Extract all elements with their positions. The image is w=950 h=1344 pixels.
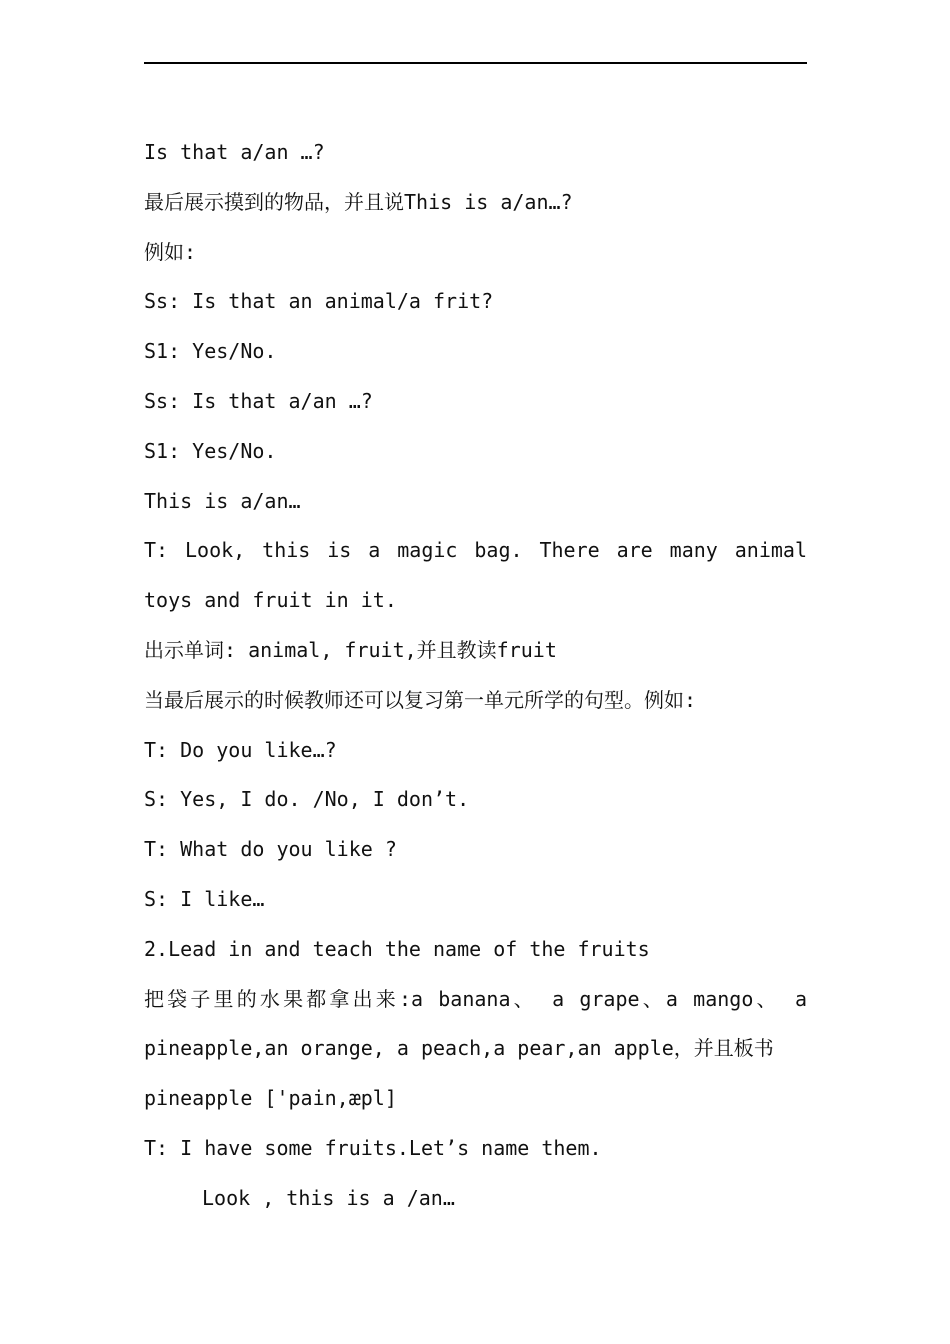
text-line: Ss: Is that a/an …? xyxy=(144,388,373,413)
text-line: Is that a/an …? xyxy=(144,140,325,164)
text-line: T: Look, this is a magic bag. There are many animal xyxy=(144,538,807,563)
text-line: S1: Yes/No. xyxy=(144,438,277,463)
text-line: 当最后展示的时候教师还可以复习第一单元所学的句型。例如: xyxy=(144,687,697,712)
text-line: 把袋子里的水果都拿出来:a banana、 a grape、a mango、 a xyxy=(144,986,807,1011)
text-line: T: What do you like ? xyxy=(144,837,397,862)
text-line: Look , this is a /an… xyxy=(202,1185,455,1210)
text-line: 最后展示摸到的物品，并且说This is a/an…? xyxy=(144,189,573,214)
header-rule xyxy=(144,62,807,64)
text-line: pineapple ['pain,æpl] xyxy=(144,1086,397,1111)
text-line: toys and fruit in it. xyxy=(144,588,397,613)
text-line: T: I have some fruits.Let’s name them. xyxy=(144,1135,602,1160)
text-line: pineapple,an orange, a peach,a pear,an apple，并且板书 xyxy=(144,1036,774,1061)
text-line: S: Yes, I do. /No, I don’t. xyxy=(144,787,470,812)
text-line: S1: Yes/No. xyxy=(144,339,277,364)
text-line: 2.Lead in and teach the name of the fruits xyxy=(144,936,650,961)
document-body xyxy=(144,130,807,1226)
text-line: 例如: xyxy=(144,239,197,264)
text-line: S: I like… xyxy=(144,886,265,911)
text-line: This is a/an… xyxy=(144,488,301,513)
text-line: T: Do you like…? xyxy=(144,737,337,762)
text-line: Ss: Is that an animal/a frit? xyxy=(144,289,494,314)
text-line: 出示单词: animal, fruit,并且教读fruit xyxy=(144,637,557,662)
